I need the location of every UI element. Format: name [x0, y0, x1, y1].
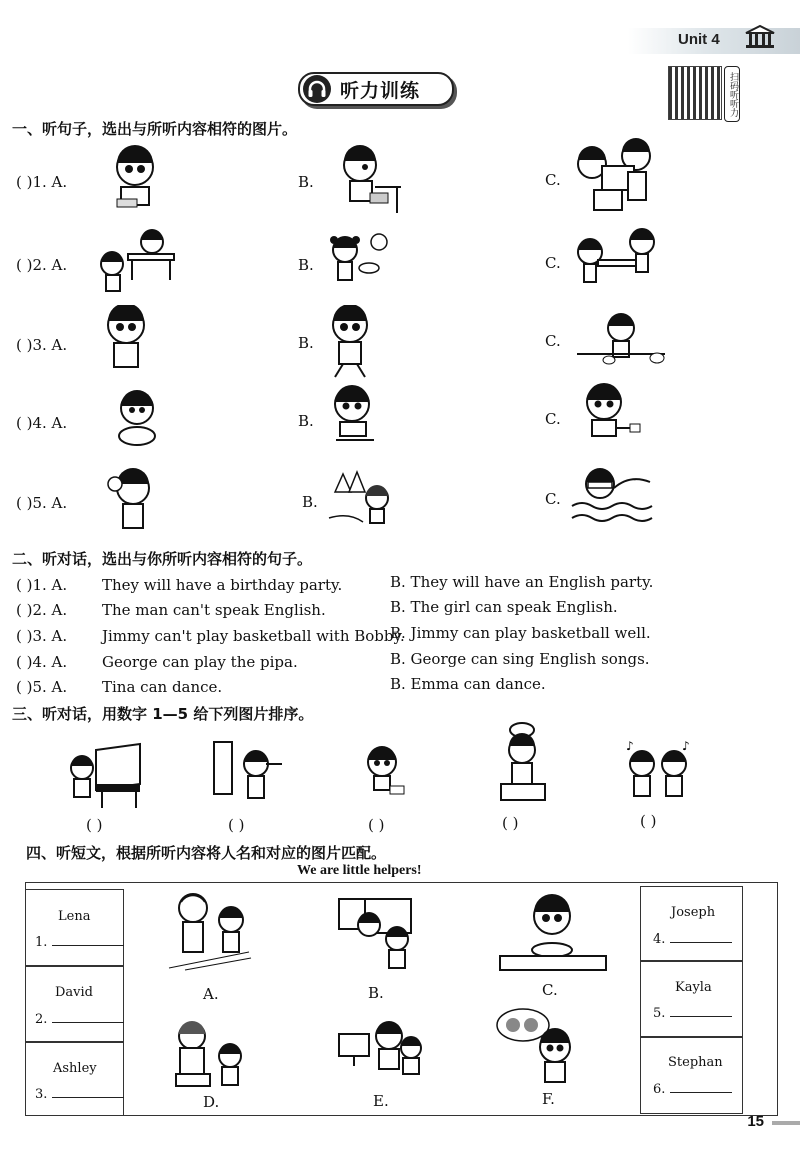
- qr-label: 扫码听听力: [724, 66, 740, 122]
- s2-q3-a: Jimmy can't play basketball with Bobby.: [102, 627, 405, 645]
- s1-q2-a-picture: [98, 228, 178, 296]
- s1-q1-c-picture: [572, 138, 662, 214]
- s1-q4-c-picture: [576, 382, 646, 448]
- s2-q2-num: ( )2. A.: [16, 601, 68, 619]
- s1-q3-b: B.: [298, 334, 314, 352]
- name-lena: Lena: [58, 909, 91, 924]
- s3-singing-picture: [620, 738, 698, 804]
- left-cell-1: [25, 889, 124, 967]
- s1-q3-label: ( )3. A.: [16, 336, 68, 354]
- blank-4[interactable]: [670, 930, 732, 943]
- name-joseph: Joseph: [671, 905, 716, 920]
- s3-piano-picture: [66, 740, 146, 810]
- s3-answer-bracket-1[interactable]: ( ): [86, 816, 103, 834]
- s3-answer-bracket-3[interactable]: ( ): [368, 816, 385, 834]
- num-5: 5.: [653, 1006, 666, 1021]
- s4-picture-e: [335, 1020, 425, 1082]
- s1-q1-c: C.: [545, 171, 561, 189]
- section4-title: 四、听短文，根据所听内容将人名和对应的图片匹配。: [26, 844, 387, 862]
- s2-q1-b: B. They will have an English party.: [390, 573, 654, 591]
- s2-q5-a: Tina can dance.: [102, 678, 223, 696]
- right-cell-1: [640, 886, 743, 962]
- s1-q3-c-picture: [575, 310, 667, 372]
- pic-label-c: C.: [542, 981, 558, 999]
- s4-picture-b: [335, 895, 417, 975]
- pic-label-a: A.: [203, 985, 219, 1003]
- s1-q1-b-picture: [325, 145, 405, 215]
- s4-picture-a: [165, 890, 255, 972]
- s2-q5-b: B. Emma can dance.: [390, 675, 546, 693]
- s1-q3-c: C.: [545, 332, 561, 350]
- s4-picture-d: [170, 1018, 250, 1090]
- svg-text:♪: ♪: [682, 739, 690, 753]
- num-4: 4.: [653, 932, 666, 947]
- page-number: 15: [747, 1113, 764, 1130]
- s4-picture-c: [498, 894, 608, 974]
- s2-q3-num: ( )3. A.: [16, 627, 68, 645]
- left-cell-2: [25, 965, 124, 1043]
- s1-q2-b: B.: [298, 256, 314, 274]
- s1-q4-a-picture: [112, 388, 162, 448]
- s2-q3-b: B. Jimmy can play basketball well.: [390, 624, 651, 642]
- s1-q3-a-picture: [100, 305, 152, 383]
- unit-label: Unit 4: [678, 31, 720, 48]
- left-cell-3: [25, 1041, 124, 1116]
- right-cell-2: [640, 960, 743, 1038]
- s2-q4-b: B. George can sing English songs.: [390, 650, 650, 668]
- name-stephan: Stephan: [668, 1055, 723, 1070]
- s1-q4-b: B.: [298, 412, 314, 430]
- s1-q5-b: B.: [302, 493, 318, 511]
- svg-text:♪: ♪: [626, 739, 634, 753]
- s2-q2-a: The man can't speak English.: [102, 601, 326, 619]
- s3-door-picture: [210, 740, 286, 806]
- s3-chef-picture: [493, 722, 551, 806]
- section1-title: 一、听句子，选出与所听内容相符的图片。: [12, 120, 298, 138]
- s1-q1-a-picture: [105, 145, 165, 215]
- s2-q1-num: ( )1. A.: [16, 576, 68, 594]
- s2-q1-a: They will have a birthday party.: [102, 576, 343, 594]
- s4-picture-f: [495, 1005, 577, 1089]
- num-2: 2.: [35, 1012, 48, 1027]
- s3-boy-picture: [358, 744, 410, 802]
- s2-q4-num: ( )4. A.: [16, 653, 68, 671]
- name-ashley: Ashley: [53, 1061, 97, 1076]
- s1-q5-c: C.: [545, 490, 561, 508]
- name-kayla: Kayla: [675, 980, 712, 995]
- num-6: 6.: [653, 1082, 666, 1097]
- s1-q4-b-picture: [326, 384, 380, 448]
- banner-title: 听力训练: [340, 80, 421, 102]
- s3-answer-bracket-5[interactable]: ( ): [640, 812, 657, 830]
- num-1: 1.: [35, 935, 48, 950]
- s1-q5-a-picture: [105, 468, 155, 534]
- s1-q2-b-picture: [325, 232, 395, 296]
- s1-q4-c: C.: [545, 410, 561, 428]
- right-cell-3: [640, 1036, 743, 1114]
- blank-6[interactable]: [670, 1080, 732, 1093]
- answer-line-2: [35, 1010, 124, 1027]
- s1-q5-c-picture: [570, 462, 660, 526]
- s3-answer-bracket-4[interactable]: ( ): [502, 814, 519, 832]
- answer-line-3: [35, 1085, 124, 1102]
- section3-title: 三、听对话，用数字 1—5 给下列图片排序。: [12, 705, 314, 723]
- s1-q2-label: ( )2. A.: [16, 256, 68, 274]
- s1-q2-c-picture: [570, 226, 662, 296]
- name-david: David: [55, 985, 93, 1000]
- blank-3[interactable]: [52, 1085, 124, 1098]
- blank-5[interactable]: [670, 1004, 732, 1017]
- section4-subtitle: We are little helpers!: [297, 863, 422, 878]
- s1-q4-label: ( )4. A.: [16, 414, 68, 432]
- answer-line-5: [653, 1004, 732, 1021]
- answer-line-6: [653, 1080, 732, 1097]
- s1-q2-c: C.: [545, 254, 561, 272]
- qr-code[interactable]: [668, 66, 722, 120]
- section2-title: 二、听对话，选出与你所听内容相符的句子。: [12, 550, 313, 568]
- s3-answer-bracket-2[interactable]: ( ): [228, 816, 245, 834]
- blank-2[interactable]: [52, 1010, 124, 1023]
- pic-label-f: F.: [542, 1090, 555, 1108]
- s1-q3-b-picture: [325, 305, 375, 381]
- s2-q4-a: George can play the pipa.: [102, 653, 298, 671]
- s2-q5-num: ( )5. A.: [16, 678, 68, 696]
- s1-q5-label: ( )5. A.: [16, 494, 68, 512]
- pic-label-e: E.: [373, 1092, 389, 1110]
- blank-1[interactable]: [52, 933, 124, 946]
- s2-q2-b: B. The girl can speak English.: [390, 598, 618, 616]
- page-number-bar: [772, 1121, 800, 1125]
- pic-label-d: D.: [203, 1093, 220, 1111]
- pic-label-b: B.: [368, 984, 384, 1002]
- answer-line-4: [653, 930, 732, 947]
- building-icon: [744, 24, 776, 50]
- answer-line-1: [35, 933, 124, 950]
- s1-q5-b-picture: [325, 468, 397, 532]
- num-3: 3.: [35, 1087, 48, 1102]
- s1-q1-b: B.: [298, 173, 314, 191]
- headphones-icon: [302, 74, 332, 104]
- s1-q1-label: ( )1. A.: [16, 173, 68, 191]
